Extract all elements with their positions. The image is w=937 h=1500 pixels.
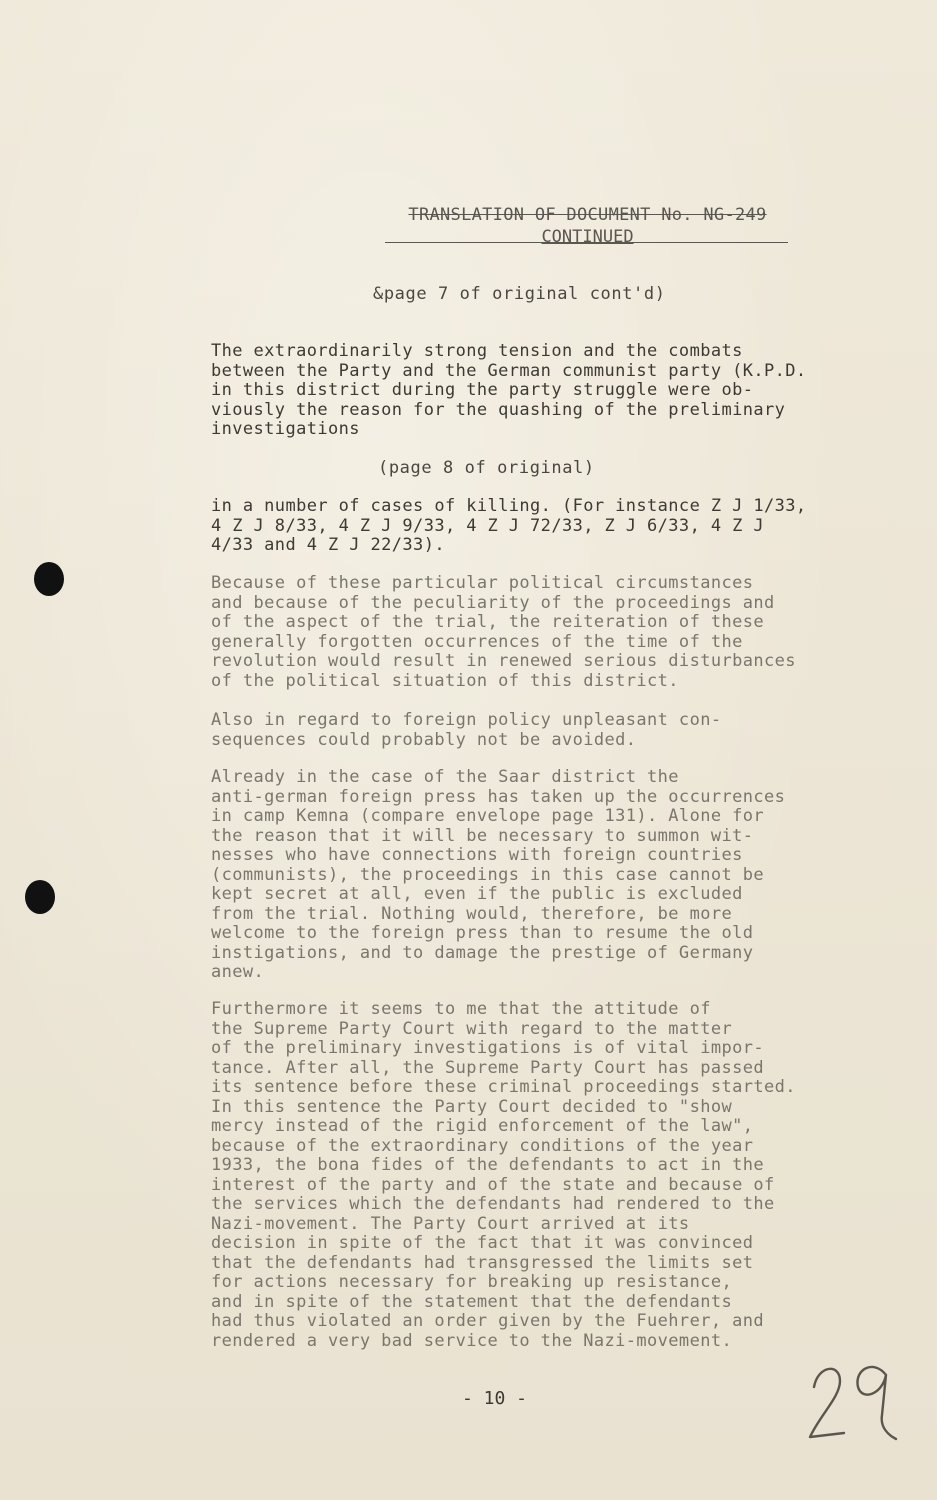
page-number: - 10 - <box>462 1388 528 1409</box>
page8-caption: (page 8 of original) <box>378 458 595 478</box>
paragraph-4: Also in regard to foreign policy unpleasant con- sequences could probably not be avoided. <box>211 710 722 750</box>
page7-caption: &page 7 of original cont'd) <box>373 284 666 304</box>
paragraph-3: Because of these particular political circumstances and because of the peculiarity of the proceedings and of the aspect of the trial, the reiteration of these generally forgotten occurrences of the time of the revolution would result in renewed serious disturbances of the political situation of this district. <box>211 573 796 691</box>
paragraph-2: in a number of cases of killing. (For instance Z J 1/33, 4 Z J 8/33, 4 Z J 9/33, 4 Z J 72/33, Z J 6/33, 4 Z J 4/33 and 4 Z J 22/33). <box>211 496 807 555</box>
heading-continued: CONTINUED <box>541 227 634 247</box>
paragraph-6: Furthermore it seems to me that the attitude of the Supreme Party Court with regard to the matter of the preliminary investigations is of vital impor- tance. After all, the Supreme Party Court has passed its sentence before these criminal proceedings started. In this sentence the Party Court decided to "show mercy instead of the rigid enforcement of the law", because of the extraordinary conditions of the year 1933, the bona fides of the defendants to act in the interest of the party and of the state and because of the services which the defendants had rendered to the Nazi-movement. The Party Court arrived at its decision in spite of the fact that it was convinced that the defendants had transgressed the limits set for actions necessary for breaking up resistance, and in spite of the statement that the defendants had thus violated an order given by the Fuehrer, and rendered a very bad service to the Nazi-movement. <box>211 999 796 1351</box>
paragraph-1: The extraordinarily strong tension and the combats between the Party and the German communist party (K.P.D. in this district during the party struggle were ob- viously the reason for the quashing of the preliminary investigations <box>211 341 807 439</box>
heading-title: TRANSLATION OF DOCUMENT No. NG-249 <box>408 205 767 225</box>
heading-rule <box>385 242 788 243</box>
paragraph-5: Already in the case of the Saar district the anti-german foreign press has taken up the occurrences in camp Kemna (compare envelope page 131). Alone for the reason that it will be necessary to summon wit- nesses who have connections with foreign countries (communists), the proceedings in this case cannot be kept secret at all, even if the public is excluded from the trial. Nothing would, therefore, be more welcome to the foreign press than to resume the old instigations, and to damage the prestige of Germany anew. <box>211 767 786 982</box>
punch-hole-upper <box>34 562 64 596</box>
punch-hole-lower <box>25 880 55 914</box>
handwritten-page-mark <box>800 1345 900 1445</box>
